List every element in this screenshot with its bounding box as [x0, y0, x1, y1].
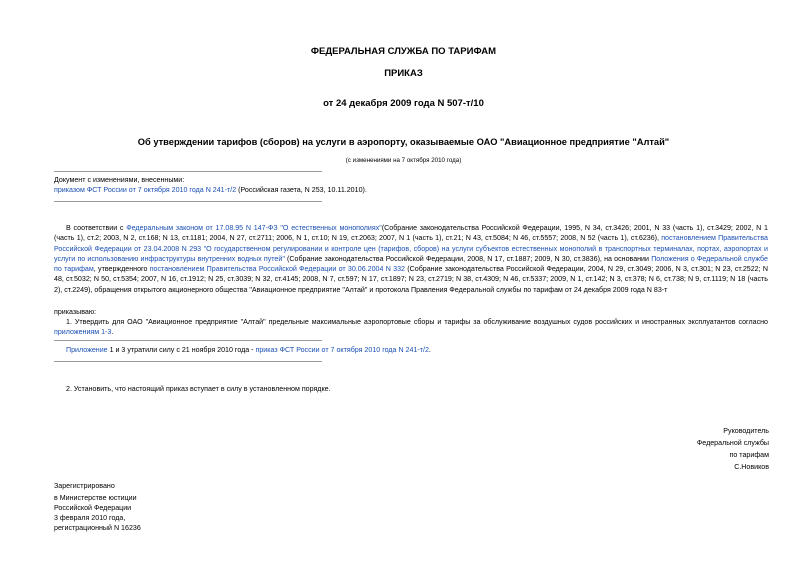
amendment-link[interactable]: приказом ФСТ России от 7 октября 2010 года N 241-т/2 [54, 186, 237, 194]
document-title: Об утверждении тарифов (сборов) на услуги в аэропорту, оказываемые ОАО "Авиационное предприятие "Алтай" [137, 137, 670, 147]
divider [54, 361, 322, 362]
annex-order-link[interactable]: приказ ФСТ России от 7 октября 2010 года N 241-т/2 [255, 346, 429, 354]
signature-org-2: по тарифам [729, 451, 769, 459]
divider [54, 201, 322, 202]
government-decree-332-link[interactable]: постановлением Правительства Российской Федерации от 30.06.2004 N 332 [149, 265, 405, 274]
registration-line: Зарегистрировано [54, 482, 115, 490]
registration-number: регистрационный N 16236 [54, 524, 141, 532]
signatory-name: С.Новиков [734, 463, 769, 471]
government-decree-293-link[interactable]: постановлением Правительства Российской Федерации от 23.04.2008 N 293 "О государственном регулировании и контроле цен (тарифов, сборов) на услуги субъектов естественных монополий в транспортных терминалах, портах, аэропортах и услуги по использованию инфраструктуры внутренних водных путей" [54, 234, 768, 263]
amendment-source: (Российская газета, N 253, 10.11.2010). [236, 186, 367, 194]
doc-type-heading: ПРИКАЗ [384, 68, 423, 79]
date-number-heading: от 24 декабря 2009 года N 507-т/10 [323, 98, 484, 109]
preamble-text: (Собрание законодательства Российской Федерации, 1995, N 34, ст.3426; 2001, N 33 (часть 1), ст.3429; 2002, N 1 (часть 1), ст.2; 2003, N 2, ст.168; N 13, ст.1181; 2004, N 27, ст.2711; 2006, N 1, ст.10; N 19, ст.2063; 2007, N 1 (часть 1), ст.21; N 43, ст.5084; N 46, ст.5557; 2008, N 52 (часть 1), ст.6236), [54, 224, 769, 243]
preamble-text: (Собрание законодательства Российской Федерации, 2008, N 17, ст.1887; 2009, N 30, ст.3836), на основании [284, 254, 652, 263]
item-1-text: 1. Утвердить для ОАО "Авиационное предприятие "Алтай" предельные максимальные аэропортовые сборы и тарифы за обслуживание воздушных судов российских и иностранных эксплуатантов согласно [66, 318, 768, 326]
annex-note-tail: . [428, 346, 431, 354]
preamble-text: , утвержденного [93, 265, 150, 274]
federal-law-link[interactable]: Федеральным законом от 17.08.95 N 147-ФЗ "О естественных монополиях" [126, 224, 382, 232]
preamble-text: (Собрание законодательства Российской Федерации, 2004, N 29, ст.3049; 2006, N 3, ст.301; N 23, ст.2522; N 48, ст.5032; N 50, ст.5354; 2007, N 16, ст.1912; N 25, ст.3039; N 32, ст.4145; 2008, N 7, ст.597; N 17, ст.1897; N 23, ст.2719; N 38, ст.4309; N 46, ст.5337; 2009, N 1, ст.142; N 3, ст.378; N 6, ст.738; N 9, ст.1119; N 18 (часть 2), ст.2249), обращения открытого акционерного общества "Авиационное предприятие "Алтай" и протокола Правления Федеральной службы по тарифам от 24 декабря 2009 года N 83-т [54, 265, 768, 294]
annex-link[interactable]: Приложение [66, 346, 108, 354]
signature-org: Федеральной службы [696, 439, 769, 447]
preamble-text: В соответствии с [66, 224, 127, 232]
divider [54, 340, 322, 341]
registration-date: 3 февраля 2010 года, [54, 514, 126, 522]
registration-line: в Министерстве юстиции [54, 494, 137, 502]
divider [54, 171, 322, 172]
changes-line [54, 185, 654, 195]
agency-heading: ФЕДЕРАЛЬНАЯ СЛУЖБА ПО ТАРИФАМ [310, 46, 497, 57]
item-2: 2. Установить, что настоящий приказ вступает в силу в установленном порядке. [66, 385, 331, 393]
item-1 [54, 317, 768, 338]
order-word: приказываю: [54, 308, 97, 316]
changes-label: Документ с изменениями, внесенными: [54, 176, 185, 184]
amended-note: (с изменениями на 7 октября 2010 года) [345, 157, 462, 164]
preamble-paragraph [54, 223, 768, 295]
registration-line: Российской Федерации [54, 504, 132, 512]
annexes-link[interactable]: приложениям 1-3 [54, 328, 112, 337]
annex-note [66, 345, 431, 355]
fst-regulation-link[interactable]: Положения о Федеральной службе по тарифам [54, 254, 768, 274]
signature-position: Руководитель [723, 427, 769, 435]
item-1-tail: . [111, 328, 114, 337]
annex-note-text: 1 и 3 утратили силу с 21 ноября 2010 года - [107, 346, 256, 354]
